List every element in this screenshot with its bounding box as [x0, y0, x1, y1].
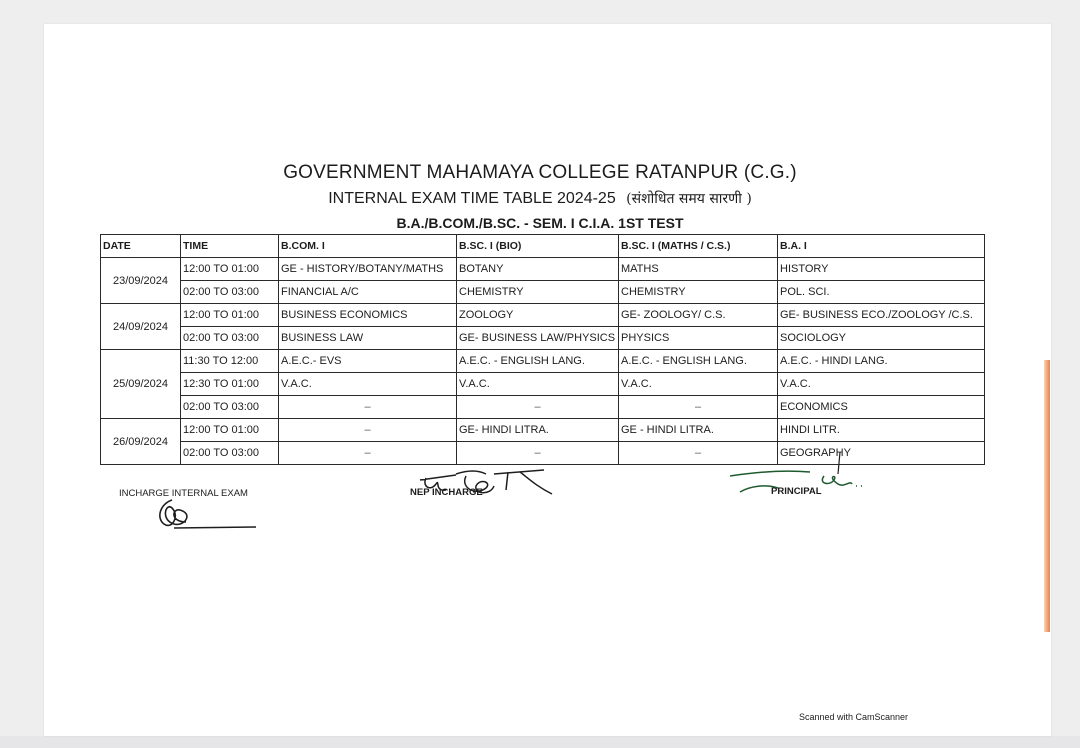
bcom-cell: –	[279, 419, 457, 442]
bcom-cell: –	[279, 442, 457, 465]
bsc-bio-cell: ZOOLOGY	[457, 304, 619, 327]
viewer-bottom-band	[0, 736, 1080, 748]
bsc-bio-cell: GE- HINDI LITRA.	[457, 419, 619, 442]
time-cell: 02:00 TO 03:00	[181, 281, 279, 304]
table-row	[101, 258, 985, 281]
exam-title: INTERNAL EXAM TIME TABLE 2024-25	[328, 190, 616, 207]
time-cell: 12:00 TO 01:00	[181, 419, 279, 442]
table-row	[101, 281, 985, 304]
page-edge-strip	[1044, 360, 1050, 632]
bsc-maths-cell: –	[619, 396, 778, 419]
bsc-maths-cell: CHEMISTRY	[619, 281, 778, 304]
ba-cell: POL. SCI.	[778, 281, 985, 304]
bcom-cell: GE - HISTORY/BOTANY/MATHS	[279, 258, 457, 281]
date-cell: 26/09/2024	[101, 419, 181, 465]
header-row	[101, 235, 985, 258]
bcom-cell: A.E.C.- EVS	[279, 350, 457, 373]
table-row	[101, 373, 985, 396]
college-name: GOVERNMENT MAHAMAYA COLLEGE RATANPUR (C.G.)	[283, 162, 797, 183]
time-cell: 12:30 TO 01:00	[181, 373, 279, 396]
date-cell: 25/09/2024	[101, 350, 181, 419]
bsc-maths-cell: V.A.C.	[619, 373, 778, 396]
bsc-bio-cell: CHEMISTRY	[457, 281, 619, 304]
bsc-bio-cell: –	[457, 442, 619, 465]
bsc-bio-cell: A.E.C. - ENGLISH LANG.	[457, 350, 619, 373]
bsc-maths-cell: PHYSICS	[619, 327, 778, 350]
incharge-signature-label: INCHARGE INTERNAL EXAM	[119, 488, 248, 499]
bsc-maths-cell: MATHS	[619, 258, 778, 281]
nep-incharge-handwritten-signature	[416, 466, 556, 500]
ba-cell: V.A.C.	[778, 373, 985, 396]
table-row	[101, 350, 985, 373]
ba-cell: SOCIOLOGY	[778, 327, 985, 350]
date-cell: 23/09/2024	[101, 258, 181, 304]
scanner-watermark: Scanned with CamScanner	[799, 712, 909, 722]
ba-cell: ECONOMICS	[778, 396, 985, 419]
table-row	[101, 396, 985, 419]
col-header-bcom: B.COM. I	[279, 235, 457, 258]
table-row	[101, 419, 985, 442]
col-header-bsc-bio: B.SC. I (BIO)	[457, 235, 619, 258]
bsc-maths-cell: A.E.C. - ENGLISH LANG.	[619, 350, 778, 373]
bcom-cell: FINANCIAL A/C	[279, 281, 457, 304]
principal-signature-label: PRINCIPAL	[771, 486, 822, 497]
bsc-bio-cell: GE- BUSINESS LAW/PHYSICS	[457, 327, 619, 350]
table-row	[101, 327, 985, 350]
time-cell: 12:00 TO 01:00	[181, 304, 279, 327]
bsc-maths-cell: –	[619, 442, 778, 465]
incharge-handwritten-signature	[150, 494, 260, 536]
ba-cell: A.E.C. - HINDI LANG.	[778, 350, 985, 373]
ba-cell: HISTORY	[778, 258, 985, 281]
time-cell: 02:00 TO 03:00	[181, 442, 279, 465]
time-cell: 12:00 TO 01:00	[181, 258, 279, 281]
bcom-cell: BUSINESS LAW	[279, 327, 457, 350]
col-header-ba: B.A. I	[778, 235, 985, 258]
col-header-bsc-maths: B.SC. I (MATHS / C.S.)	[619, 235, 778, 258]
col-header-date: DATE	[101, 235, 181, 258]
time-cell: 11:30 TO 12:00	[181, 350, 279, 373]
exam-title-line	[0, 189, 1080, 208]
col-header-time: TIME	[181, 235, 279, 258]
bcom-cell: BUSINESS ECONOMICS	[279, 304, 457, 327]
bsc-bio-cell: V.A.C.	[457, 373, 619, 396]
ba-cell: GEOGRAPHY	[778, 442, 985, 465]
bsc-bio-cell: BOTANY	[457, 258, 619, 281]
timetable	[100, 234, 985, 465]
ba-cell: HINDI LITR.	[778, 419, 985, 442]
bsc-maths-cell: GE - HINDI LITRA.	[619, 419, 778, 442]
bsc-bio-cell: –	[457, 396, 619, 419]
time-cell: 02:00 TO 03:00	[181, 327, 279, 350]
time-cell: 02:00 TO 03:00	[181, 396, 279, 419]
nep-incharge-signature-label: NEP INCHARGE	[410, 487, 483, 498]
bsc-maths-cell: GE- ZOOLOGY/ C.S.	[619, 304, 778, 327]
bcom-cell: –	[279, 396, 457, 419]
table-row	[101, 304, 985, 327]
ba-cell: GE- BUSINESS ECO./ZOOLOGY /C.S.	[778, 304, 985, 327]
revised-note: (संशोधित समय सारणी )	[626, 191, 752, 207]
exam-subtitle: B.A./B.COM./B.SC. - SEM. I C.I.A. 1ST TEST	[396, 215, 684, 231]
date-cell: 24/09/2024	[101, 304, 181, 350]
principal-handwritten-signature	[726, 452, 866, 500]
bcom-cell: V.A.C.	[279, 373, 457, 396]
